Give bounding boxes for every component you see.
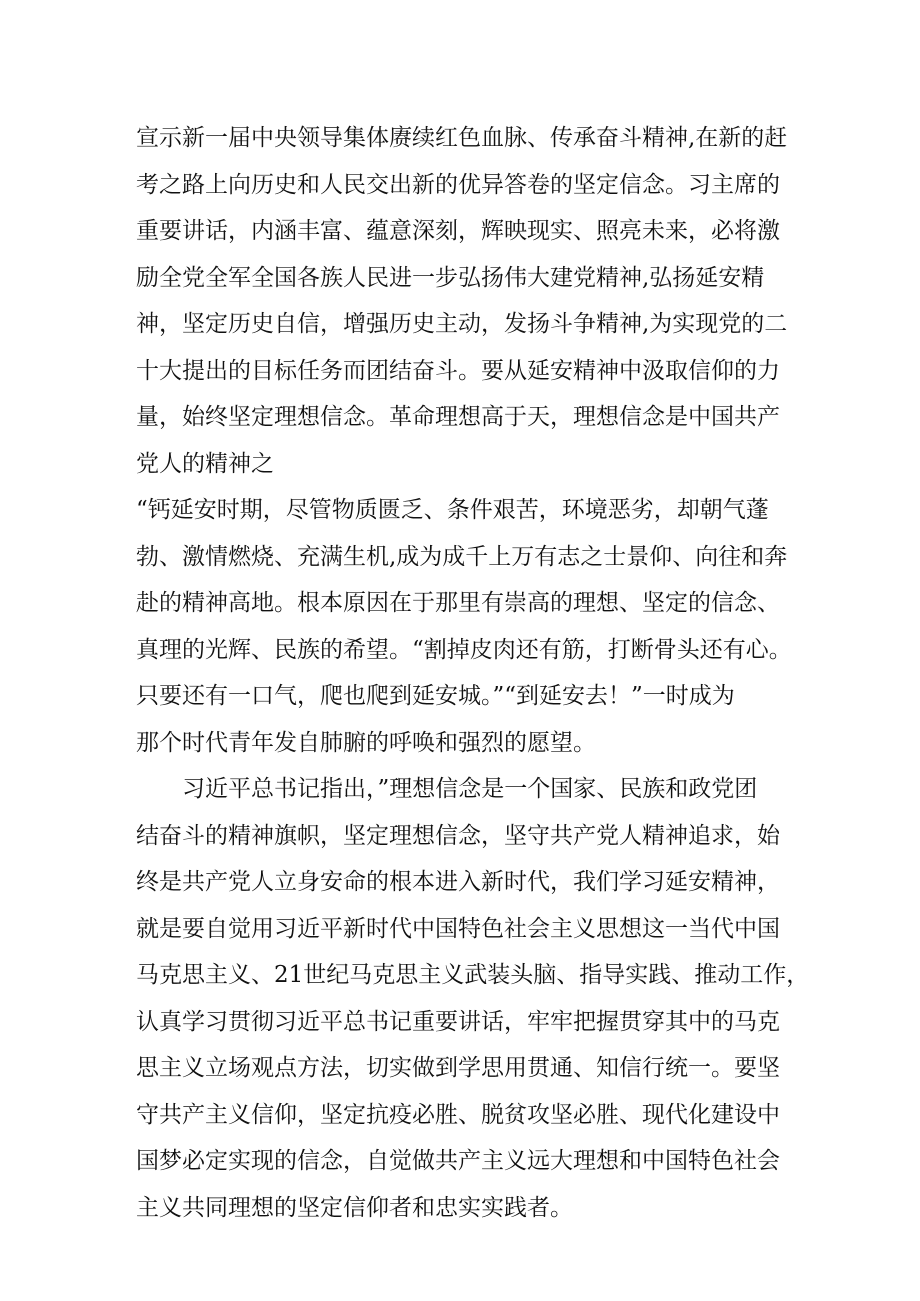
text-line: 十大提出的目标任务而团结奋斗。要从延安精神中汲取信仰的力 bbox=[136, 357, 780, 384]
paragraph-first-line: 习近平总书记指出，”理想信念是一个国家、民族和政党团 bbox=[182, 776, 758, 802]
text-line: 党人的精神之 bbox=[136, 450, 274, 477]
text-line: 宣示新一届中央领导集体赓续红色血脉、传承奋斗精神,在新的赶 bbox=[136, 125, 788, 151]
text-line: 量，始终坚定理想信念。革命理想高于天，理想信念是中国共产 bbox=[136, 404, 780, 430]
text-line: 马克思主义、21世纪马克思主义武装头脑、指导实践、推动工作， bbox=[136, 962, 810, 988]
text-line: 就是要自觉用习近平新时代中国特色社会主义思想这一当代中国 bbox=[136, 915, 780, 942]
body-text bbox=[136, 115, 810, 1231]
text-line: 励全党全军全国各族人民进一步弘扬伟大建党精神,弘扬延安精 bbox=[136, 264, 765, 291]
text-line: 只要还有一口气，爬也爬到延安城。”“到延安去！”一时成为 bbox=[136, 683, 735, 709]
text-line: 重要讲话，内涵丰富、蕴意深刻，辉映现实、照亮未来，必将激 bbox=[136, 218, 780, 244]
text-line: 勃、激情燃烧、充满生机,成为成千上万有志之士景仰、向往和奔 bbox=[136, 543, 788, 570]
text-line: 真理的光辉、民族的希望。“割掉皮肉还有筋，打断骨头还有心。 bbox=[136, 636, 792, 663]
text-line: 国梦必定实现的信念，自觉做共产主义远大理想和中国特色社会 bbox=[136, 1148, 780, 1174]
text-line: 认真学习贯彻习近平总书记重要讲话，牢牢把握贯穿其中的马克 bbox=[136, 1008, 780, 1035]
text-line: 思主义立场观点方法，切实做到学思用贯通、知信行统一。要坚 bbox=[136, 1055, 780, 1081]
text-line: 考之路上向历史和人民交出新的优异答卷的坚定信念。习主席的 bbox=[136, 171, 780, 198]
text-line: 结奋斗的精神旗帜，坚定理想信念，坚守共产党人精神追求，始 bbox=[136, 822, 780, 849]
text-line: 守共产主义信仰，坚定抗疫必胜、脱贫攻坚必胜、现代化建设中 bbox=[136, 1101, 780, 1128]
text-line: 神，坚定历史自信，增强历史主动，发扬斗争精神,为实现党的二 bbox=[136, 311, 788, 337]
text-line: 那个时代青年发自肺腑的呼唤和强烈的愿望。 bbox=[136, 729, 596, 756]
text-line: 主义共同理想的坚定信仰者和忠实实践者。 bbox=[136, 1194, 573, 1221]
text-line: 终是共产党人立身安命的根本进入新时代，我们学习延安精神， bbox=[136, 869, 780, 895]
text-line: “钙延安时期，尽管物质匮乏、条件艰苦，环境恶劣，却朝气蓬 bbox=[136, 497, 769, 523]
text-line: 赴的精神高地。根本原因在于那里有崇高的理想、坚定的信念、 bbox=[136, 590, 780, 616]
